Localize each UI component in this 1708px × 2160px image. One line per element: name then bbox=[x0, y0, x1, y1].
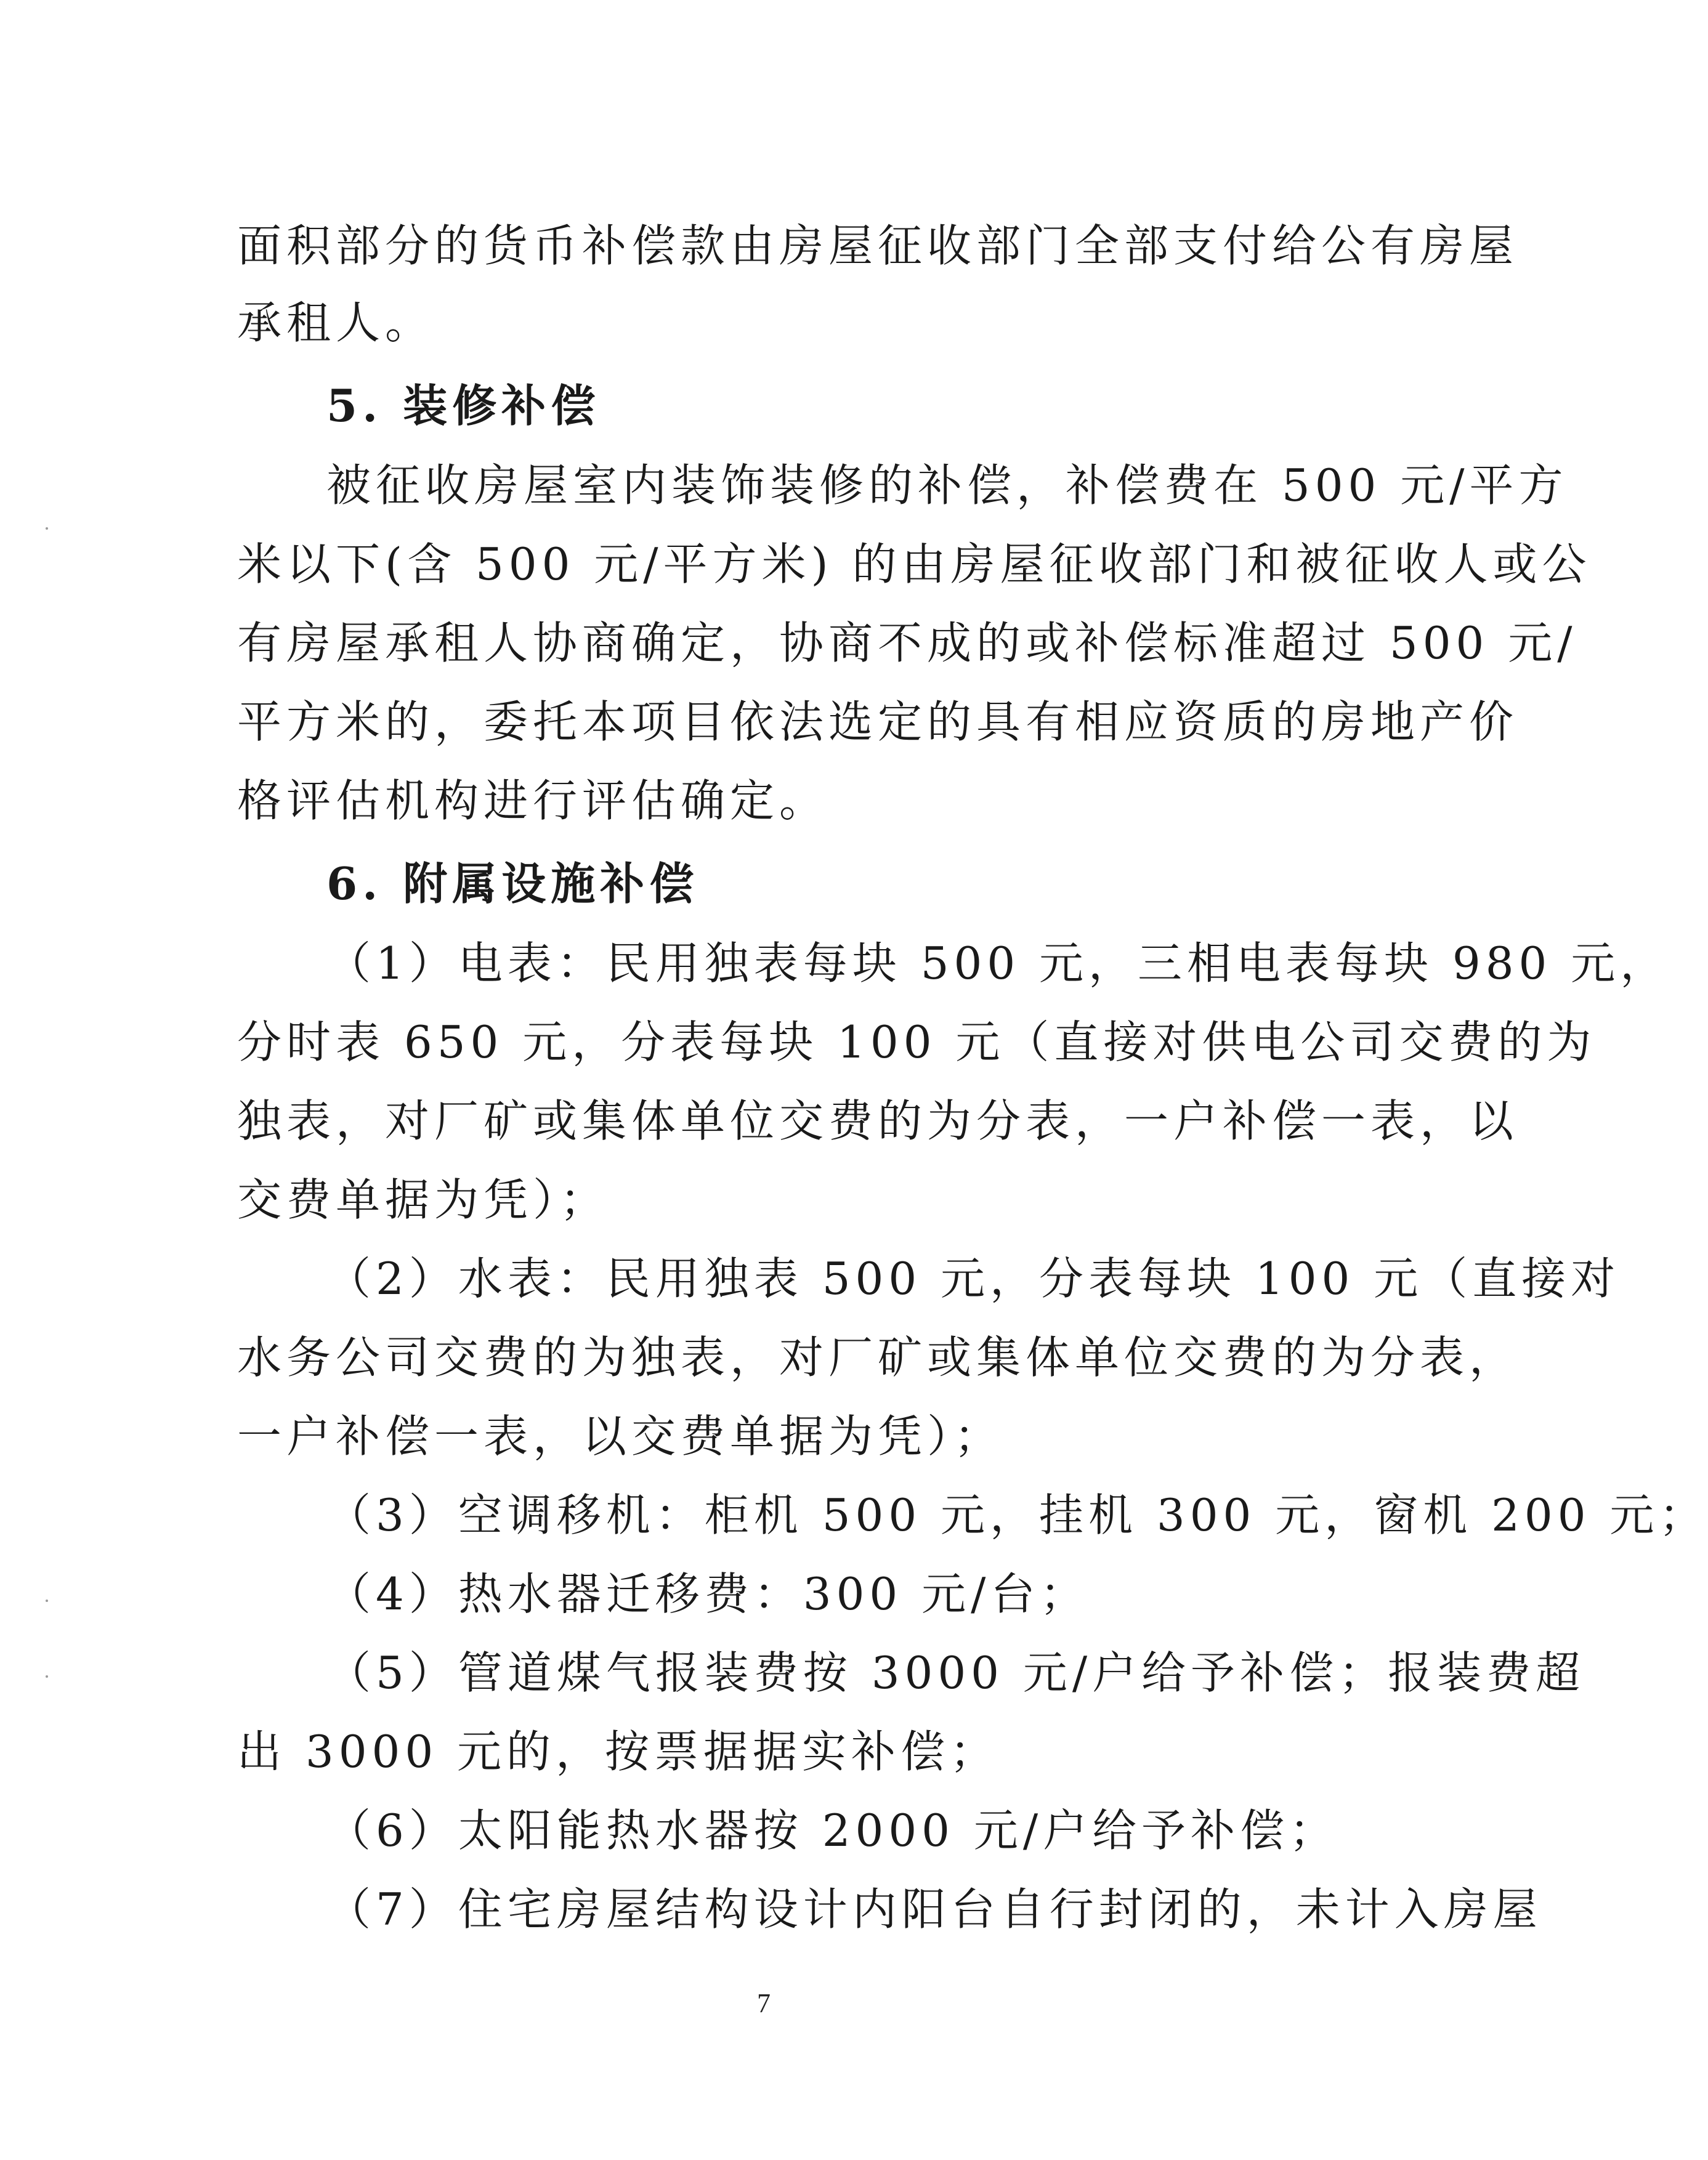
body-text-line: 被征收房屋室内装饰装修的补偿，补偿费在 500 元/平方 bbox=[326, 459, 1568, 511]
body-text-line: 独表，对厂矿或集体单位交费的为分表，一户补偿一表，以 bbox=[237, 1095, 1519, 1147]
body-text-line: 承租人。 bbox=[237, 297, 435, 349]
scan-speck bbox=[46, 1600, 48, 1602]
body-text-line: 出 3000 元的，按票据据实补偿； bbox=[237, 1726, 1000, 1778]
body-text-line: 有房屋承租人协商确定，协商不成的或补偿标准超过 500 元/ bbox=[237, 617, 1577, 669]
section-heading-decoration-compensation: 5. 装修补偿 bbox=[326, 379, 601, 432]
list-item-air-conditioner: （3）空调移机：柜机 500 元，挂机 300 元，窗机 200 元； bbox=[326, 1489, 1708, 1541]
page-number: 7 bbox=[757, 1988, 771, 2018]
list-item-electric-meter: （1）电表：民用独表每块 500 元，三相电表每块 980 元， bbox=[326, 937, 1670, 989]
list-item-balcony: （7）住宅房屋结构设计内阳台自行封闭的，未计入房屋 bbox=[326, 1883, 1542, 1935]
list-item-water-meter: （2）水表：民用独表 500 元，分表每块 100 元（直接对 bbox=[326, 1253, 1621, 1304]
body-text-line: 交费单据为凭）； bbox=[237, 1174, 610, 1226]
scan-speck bbox=[46, 527, 48, 530]
body-text-line: 一户补偿一表，以交费单据为凭）； bbox=[237, 1410, 1004, 1462]
list-item-gas-installation: （5）管道煤气报装费按 3000 元/户给予补偿；报装费超 bbox=[326, 1647, 1585, 1699]
body-text-line: 分时表 650 元，分表每块 100 元（直接对供电公司交费的为 bbox=[237, 1016, 1597, 1068]
list-item-solar-heater: （6）太阳能热水器按 2000 元/户给予补偿； bbox=[326, 1805, 1339, 1856]
body-text-line: 米以下(含 500 元/平方米) 的由房屋征收部门和被征收人或公 bbox=[237, 538, 1592, 590]
body-text-line: 面积部分的货币补偿款由房屋征收部门全部支付给公有房屋 bbox=[237, 220, 1519, 272]
section-heading-ancillary-facilities: 6. 附属设施补偿 bbox=[326, 857, 699, 910]
list-item-water-heater: （4）热水器迁移费：300 元/台； bbox=[326, 1568, 1090, 1620]
body-text-line: 水务公司交费的为独表，对厂矿或集体单位交费的为分表， bbox=[237, 1332, 1519, 1383]
scan-speck bbox=[46, 1675, 48, 1678]
body-text-line: 平方米的，委托本项目依法选定的具有相应资质的房地产价 bbox=[237, 696, 1519, 748]
body-text-line: 格评估机构进行评估确定。 bbox=[237, 775, 829, 827]
